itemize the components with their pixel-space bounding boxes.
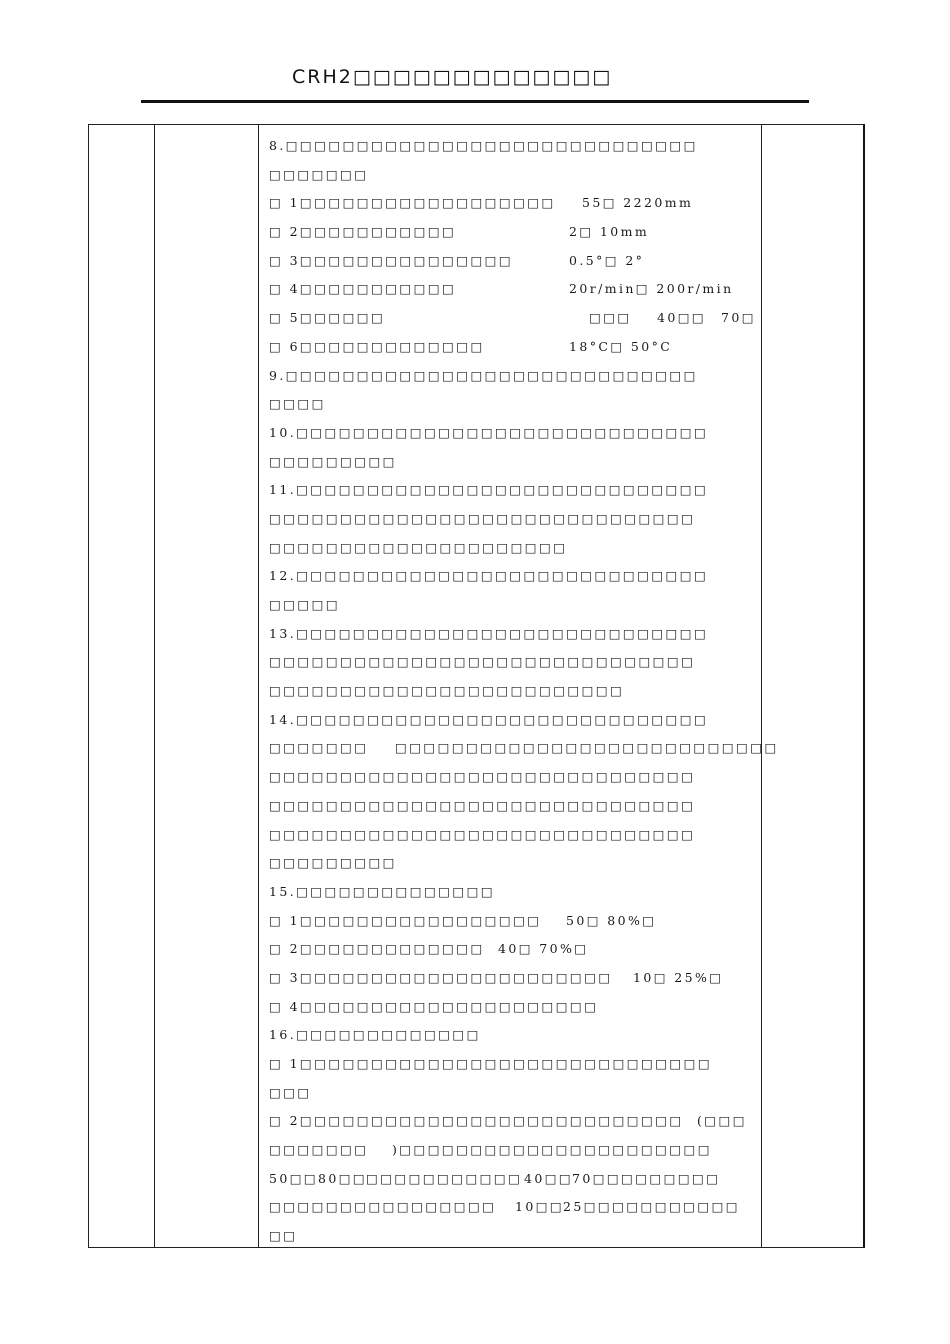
text-line: 15.□□□□□□□□□□□□□□ — [269, 883, 496, 899]
spec-line: □ 4□□□□□□□□□□□ 20r/min□ 200r/min — [269, 275, 759, 304]
spec-line: □ 6□□□□□□□□□□□□□ 18°C□ 50°C — [269, 333, 759, 362]
text-line: □□□□□□□□□□□□□□□□□□□□□□□□□□□□□□ — [269, 654, 696, 670]
spec-line: □ 1□□□□□□□□□□□□□□□□□□ 55□ 2220mm — [269, 189, 759, 218]
text-line: □ 4□□□□□□□□□□□□□□□□□□□□□ — [269, 998, 599, 1014]
spec-line: □ 1□□□□□□□□□□□□□□□□□ 50□ 80%□ — [269, 907, 759, 936]
spec-line: □ 5□□□□□□ □□□ 40□□ 70□ — [269, 304, 759, 333]
text-line: □□□□□□□□□□□□□□□□□□□□□□□□□□□□□□ — [269, 797, 696, 813]
spec-line: □ 2□□□□□□□□□□□ 2□ 10mm — [269, 218, 759, 247]
page-title: CRH2□□□□□□□□□□□□□ — [292, 66, 613, 88]
text-line: 10.□□□□□□□□□□□□□□□□□□□□□□□□□□□□□ — [269, 424, 709, 440]
text-line: □□□ — [269, 1084, 312, 1100]
spec-value: 2□ 10mm — [569, 224, 650, 240]
spec-value: 18°C□ 50°C — [569, 338, 673, 354]
text-line: □ 2□□□□□□□□□□□□□□□□□□□□□□□□□□□ (□□□ — [269, 1113, 747, 1129]
text-line: 8.□□□□□□□□□□□□□□□□□□□□□□□□□□□□□ — [269, 138, 698, 153]
text-line: □□□□□□□□□□□□□□□□□□□□□□□□□□□□□□ — [269, 769, 696, 785]
text-line: □□□□□□□□□□□□□□□□□□□□□ — [269, 539, 568, 555]
spec-line: □ 3□□□□□□□□□□□□□□□ 0.5°□ 2° — [269, 247, 759, 276]
text-line: 16.□□□□□□□□□□□□□ — [269, 1027, 481, 1043]
text-line: □□□□□□□□□ — [269, 453, 397, 469]
spec-value: 20r/min□ 200r/min — [569, 281, 734, 297]
spec-line: □ 2□□□□□□□□□□□□□ 40□ 70%□ — [269, 935, 759, 964]
text-line: □□ — [269, 1228, 298, 1244]
text-line: 50□□ 80□□ □□□□□□□□□□□ 40□□ 70□□ □□□□□□□ — [269, 1170, 721, 1186]
column-divider-2 — [258, 124, 259, 1247]
spec-value: □□□ — [589, 310, 632, 326]
text-line: □□□□□□□□□ — [269, 855, 397, 871]
spec-value: 70□ — [721, 310, 756, 326]
text-line: □□□□□□□ — [269, 166, 369, 182]
spec-value: 50□ 80%□ — [566, 912, 657, 928]
spec-value: 0.5°□ 2° — [569, 252, 645, 268]
text-line: □□□□□ — [269, 597, 341, 612]
spec-value: 40□□ — [657, 310, 707, 326]
text-line: 13.□□□□□□□□□□□□□□□□□□□□□□□□□□□□□ — [269, 625, 709, 641]
text-line: □□□□ — [269, 396, 326, 412]
text-line: □□□□□□□□□□□□□□□□ 10□□ 25□□□□□□□□□□□ — [269, 1199, 741, 1215]
procedure-text-column — [269, 132, 779, 1251]
text-line: 14.□□□□□□□□□□□□□□□□□□□□□□□□□□□□□ — [269, 711, 709, 727]
text-line: □ 1□□□□□□□□□□□□□□□□□□□□□□□□□□□□□ — [269, 1056, 713, 1071]
header-rule — [141, 100, 809, 103]
text-line: □□□□□□□□□□□□□□□□□□□□□□□□□ — [269, 683, 625, 699]
text-line: 12.□□□□□□□□□□□□□□□□□□□□□□□□□□□□□ — [269, 568, 709, 584]
spec-value: 40□ 70%□ — [498, 941, 589, 957]
text-line: □□□□□□□ )□□□□□□□□□□□□□□□□□□□□□□ — [269, 1142, 712, 1158]
text-line: □□□□□□□□□□□□□□□□□□□□□□□□□□□□□□ — [269, 826, 696, 842]
spec-value: 10□ 25%□ — [633, 969, 724, 985]
column-divider-3 — [761, 124, 762, 1247]
text-line: □□□□□□□ □□□□□□□□□□□□□□□□□□□□□□□□□□□ — [269, 740, 779, 756]
column-divider-1 — [154, 124, 155, 1247]
text-line: 11.□□□□□□□□□□□□□□□□□□□□□□□□□□□□□ — [269, 482, 709, 498]
spec-value: 55□ 2220mm — [582, 195, 694, 211]
text-line: □□□□□□□□□□□□□□□□□□□□□□□□□□□□□□ — [269, 510, 696, 526]
text-line: 9.□□□□□□□□□□□□□□□□□□□□□□□□□□□□□ — [269, 367, 698, 383]
spec-line: □ 3□□□□□□□□□□□□□□□□□□□□□□ 10□ 25%□ — [269, 964, 759, 993]
